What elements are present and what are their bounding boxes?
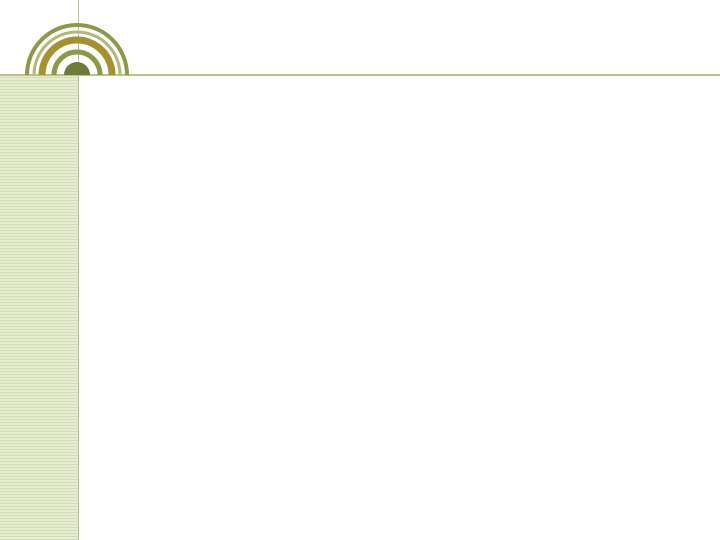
left-striped-band (0, 75, 79, 540)
concentric-arcs-logo (22, 18, 132, 75)
